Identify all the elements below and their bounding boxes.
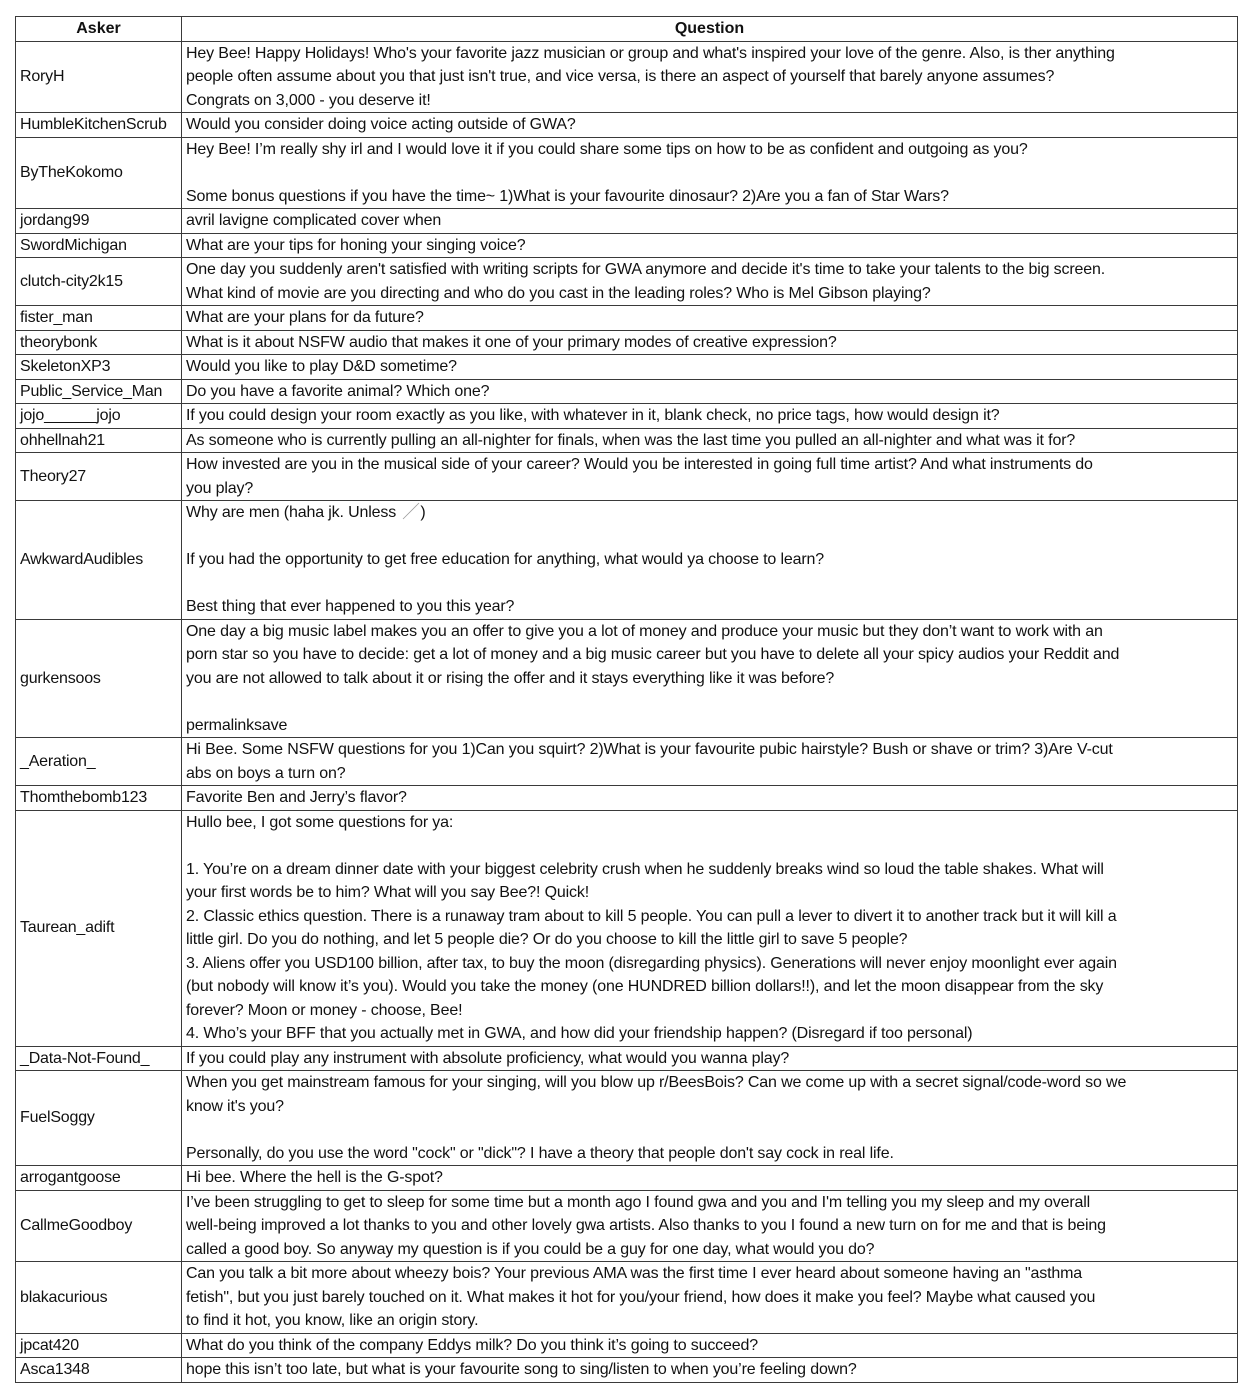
question-line: [186, 1071, 1233, 1095]
table-row: [16, 209, 1238, 234]
question-line: [186, 858, 1233, 882]
question-line: [186, 1191, 1233, 1215]
header-row: [16, 17, 1238, 42]
question-line: [186, 811, 1233, 835]
question-text-suffix: ): [420, 504, 426, 521]
question-text: to find it hot, you know, like an origin story.: [186, 1312, 479, 1329]
question-line: [186, 1022, 1233, 1046]
question-line: [186, 89, 1233, 113]
asker-cell: clutch-city2k15: [16, 258, 182, 306]
question-line: [186, 113, 1233, 137]
table-row: [16, 137, 1238, 209]
question-line: [186, 429, 1233, 453]
question-line: [186, 1358, 1233, 1382]
question-text: Hey Bee! Happy Holidays! Who's your favorite jazz musician or group and what's inspired your love of the genre. Also, is ther anything: [186, 44, 1115, 62]
asker-cell: AwkwardAudibles: [16, 501, 182, 620]
question-text: If you had the opportunity to get free education for anything, what would ya choose to learn?: [186, 551, 825, 568]
question-line: [186, 525, 1233, 549]
question-text: Some bonus questions if you have the time~ 1)What is your favourite dinosaur? 2)Are you a fan of Star Wars?: [186, 187, 949, 205]
question-cell: [182, 330, 1238, 355]
question-text: If you could design your room exactly as you like, with whatever in it, blank check, no price tags, how would design it?: [186, 407, 1000, 424]
question-line: [186, 1047, 1233, 1071]
question-text: little girl. Do you do nothing, and let 5 people die? Or do you choose to kill the little girl to save 5 people?: [186, 931, 908, 948]
question-text: avril lavigne complicated cover when: [186, 212, 442, 229]
table-row: [16, 355, 1238, 380]
question-line: [186, 643, 1233, 667]
question-cell: [182, 404, 1238, 429]
missing-emoji-icon: [400, 502, 420, 520]
question-text: (but nobody will know it’s you). Would you take the money (one HUNDRED billion dollars!!), and let the moon disappear from the sky: [186, 978, 1104, 995]
question-text: 4. Who’s your BFF that you actually met in GWA, and how did your friendship happen? (Disregard if too personal): [186, 1025, 973, 1042]
table-body: [16, 41, 1238, 1382]
question-line: [186, 762, 1233, 786]
question-line: [186, 1286, 1233, 1310]
question-text: you play?: [186, 479, 254, 497]
question-text: your first words be to him? What will you say Bee?! Quick!: [186, 884, 590, 901]
column-header-asker: Asker: [16, 17, 182, 42]
table-row: [16, 258, 1238, 306]
table-row: [16, 1358, 1238, 1383]
question-line: [186, 690, 1233, 714]
question-text: What are your plans for da future?: [186, 309, 424, 326]
question-text: well-being improved a lot thanks to you and other lovely gwa artists. Also thanks to you I found a new turn on for me and that is being: [186, 1217, 1106, 1234]
question-cell: [182, 1358, 1238, 1383]
asker-cell: ohhellnah21: [16, 428, 182, 453]
question-line: [186, 501, 1233, 525]
asker-cell: ByTheKokomo: [16, 137, 182, 209]
question-line: [186, 331, 1233, 355]
question-text: hope this isn’t too late, but what is your favourite song to sing/listen to when you’re feeling down?: [186, 1361, 857, 1378]
question-text: you are not allowed to talk about it or rising the offer and it stays everything like it was before?: [186, 669, 835, 687]
asker-cell: SkeletonXP3: [16, 355, 182, 380]
question-line: [186, 42, 1233, 66]
question-line: [186, 453, 1233, 477]
question-line: [186, 881, 1233, 905]
question-text: Why are men (haha jk. Unless: [186, 504, 401, 521]
question-cell: [182, 501, 1238, 620]
question-line: [186, 952, 1233, 976]
question-cell: [182, 113, 1238, 138]
table-row: [16, 404, 1238, 429]
question-text: How invested are you in the musical side of your career? Would you be interested in going full time artist? And what instruments do: [186, 456, 1093, 473]
asker-cell: fister_man: [16, 306, 182, 331]
table-row: [16, 428, 1238, 453]
table-row: [16, 1071, 1238, 1166]
asker-cell: jordang99: [16, 209, 182, 234]
asker-cell: jpcat420: [16, 1333, 182, 1358]
question-text: As someone who is currently pulling an all-nighter for finals, when was the last time you pulled an all-nighter and what was it for?: [186, 431, 1076, 449]
question-text: What do you think of the company Eddys milk? Do you think it’s going to succeed?: [186, 1336, 759, 1354]
question-line: [186, 1214, 1233, 1238]
question-line: [186, 185, 1233, 209]
question-cell: [182, 209, 1238, 234]
question-cell: [182, 786, 1238, 811]
question-text: Hi bee. Where the hell is the G-spot?: [186, 1169, 443, 1186]
question-line: [186, 234, 1233, 258]
question-line: [186, 1238, 1233, 1262]
question-line: [186, 620, 1233, 644]
asker-cell: gurkensoos: [16, 619, 182, 738]
question-cell: [182, 619, 1238, 738]
table-row: [16, 1262, 1238, 1334]
question-text: called a good boy. So anyway my question is if you could be a guy for one day, what would you do?: [186, 1240, 875, 1258]
question-line: [186, 161, 1233, 185]
question-line: [186, 1142, 1233, 1166]
asker-cell: Taurean_adift: [16, 810, 182, 1046]
table-row: [16, 330, 1238, 355]
question-line: [186, 999, 1233, 1023]
asker-cell: HumbleKitchenScrub: [16, 113, 182, 138]
question-text: permalinksave: [186, 716, 288, 734]
question-cell: [182, 379, 1238, 404]
question-line: [186, 834, 1233, 858]
question-text: I’ve been struggling to get to sleep for some time but a month ago I found gwa and you and I'm telling you my sleep and my overall: [186, 1193, 1091, 1211]
question-cell: [182, 1071, 1238, 1166]
question-line: [186, 572, 1233, 596]
asker-cell: SwordMichigan: [16, 233, 182, 258]
question-text: If you could play any instrument with absolute proficiency, what would you wanna play?: [186, 1049, 790, 1067]
question-line: [186, 1334, 1233, 1358]
question-text: Would you like to play D&D sometime?: [186, 358, 457, 375]
question-line: [186, 306, 1233, 330]
question-line: [186, 355, 1233, 379]
question-cell: [182, 355, 1238, 380]
table-row: [16, 1333, 1238, 1358]
question-line: [186, 380, 1233, 404]
question-cell: [182, 41, 1238, 113]
question-line: [186, 786, 1233, 810]
asker-cell: blakacurious: [16, 1262, 182, 1334]
question-text: 2. Classic ethics question. There is a runaway tram about to kill 5 people. You can pull a lever to divert it to another track but it will kill a: [186, 907, 1117, 925]
question-line: [186, 209, 1233, 233]
question-text: Best thing that ever happened to you this year?: [186, 598, 515, 615]
table-row: [16, 501, 1238, 620]
question-line: [186, 738, 1233, 762]
question-text: know it's you?: [186, 1097, 284, 1115]
question-line: [186, 595, 1233, 619]
question-text: What are your tips for honing your singing voice?: [186, 236, 526, 254]
question-line: [186, 714, 1233, 738]
asker-cell: Theory27: [16, 453, 182, 501]
question-cell: [182, 258, 1238, 306]
question-line: [186, 1166, 1233, 1190]
question-line: [186, 1309, 1233, 1333]
table-row: [16, 1190, 1238, 1262]
question-line: [186, 65, 1233, 89]
question-line: [186, 138, 1233, 162]
asker-cell: RoryH: [16, 41, 182, 113]
question-cell: [182, 306, 1238, 331]
question-text: Hi Bee. Some NSFW questions for you 1)Can you squirt? 2)What is your favourite pubic hairstyle? Bush or shave or trim? 3)Are V-cut: [186, 741, 1113, 758]
table-row: [16, 379, 1238, 404]
question-cell: [182, 453, 1238, 501]
question-cell: [182, 1333, 1238, 1358]
asker-cell: CallmeGoodboy: [16, 1190, 182, 1262]
question-text: Hey Bee! I’m really shy irl and I would love it if you could share some tips on how to be as confident and outgoing as you?: [186, 140, 1028, 158]
question-text: Congrats on 3,000 - you deserve it!: [186, 91, 431, 109]
table-row: [16, 810, 1238, 1046]
table-row: [16, 306, 1238, 331]
question-text: Favorite Ben and Jerry’s flavor?: [186, 789, 407, 806]
question-line: [186, 282, 1233, 306]
asker-cell: jojo______jojo: [16, 404, 182, 429]
question-text: What kind of movie are you directing and who do you cast in the leading roles? Who is Mel Gibson playing?: [186, 284, 931, 302]
question-line: [186, 1262, 1233, 1286]
column-header-question: Question: [182, 17, 1238, 42]
question-line: [186, 1118, 1233, 1142]
table-row: [16, 233, 1238, 258]
question-line: [186, 1095, 1233, 1119]
table-row: [16, 1166, 1238, 1191]
question-text: One day you suddenly aren't satisfied with writing scripts for GWA anymore and decide it's time to take your talents to the big screen.: [186, 261, 1106, 278]
question-cell: [182, 1190, 1238, 1262]
table-row: [16, 619, 1238, 738]
question-cell: [182, 1046, 1238, 1071]
asker-cell: _Aeration_: [16, 738, 182, 786]
question-text: 3. Aliens offer you USD100 billion, after tax, to buy the moon (disregarding physics). Generations will never enjoy moonlight ever again: [186, 954, 1117, 972]
question-line: [186, 548, 1233, 572]
question-cell: [182, 810, 1238, 1046]
asker-cell: theorybonk: [16, 330, 182, 355]
asker-cell: _Data-Not-Found_: [16, 1046, 182, 1071]
question-cell: [182, 738, 1238, 786]
question-text: One day a big music label makes you an offer to give you a lot of money and produce your music but they don’t want to work with an: [186, 622, 1103, 640]
question-line: [186, 975, 1233, 999]
question-cell: [182, 137, 1238, 209]
question-line: [186, 667, 1233, 691]
questions-table: [15, 16, 1238, 1383]
question-line: [186, 928, 1233, 952]
asker-cell: Public_Service_Man: [16, 379, 182, 404]
question-line: [186, 905, 1233, 929]
question-cell: [182, 233, 1238, 258]
question-text: fetish", but you just barely touched on it. What makes it hot for you/your friend, how does it make you feel? Maybe what caused you: [186, 1288, 1096, 1306]
question-text: When you get mainstream famous for your singing, will you blow up r/BeesBois? Can we come up with a secret signal/code-word so we: [186, 1074, 1127, 1091]
question-text: forever? Moon or money - choose, Bee!: [186, 1001, 463, 1019]
question-text: abs on boys a turn on?: [186, 764, 346, 782]
question-text: porn star so you have to decide: get a lot of money and a big music career but you have to delete all your spicy audios your Reddit and: [186, 646, 1120, 663]
question-text: Hullo bee, I got some questions for ya:: [186, 813, 454, 831]
question-cell: [182, 1166, 1238, 1191]
question-text: 1. You’re on a dream dinner date with your biggest celebrity crush when he suddenly breaks wind so loud the table shakes. What will: [186, 860, 1104, 878]
asker-cell: arrogantgoose: [16, 1166, 182, 1191]
table-row: [16, 113, 1238, 138]
question-text: Do you have a favorite animal? Which one?: [186, 382, 490, 400]
asker-cell: Thomthebomb123: [16, 786, 182, 811]
question-text: people often assume about you that just isn't true, and vice versa, is there an aspect of yourself that barely anyone assumes?: [186, 68, 1055, 85]
question-text: Personally, do you use the word "cock" or "dick"? I have a theory that people don't say cock in real life.: [186, 1144, 894, 1162]
table-row: [16, 41, 1238, 113]
question-line: [186, 477, 1233, 501]
asker-cell: FuelSoggy: [16, 1071, 182, 1166]
question-text: What is it about NSFW audio that makes it one of your primary modes of creative expression?: [186, 333, 837, 351]
question-cell: [182, 1262, 1238, 1334]
table-row: [16, 738, 1238, 786]
question-line: [186, 258, 1233, 282]
asker-cell: Asca1348: [16, 1358, 182, 1383]
table-row: [16, 1046, 1238, 1071]
table-row: [16, 453, 1238, 501]
question-line: [186, 404, 1233, 428]
question-text: Would you consider doing voice acting outside of GWA?: [186, 116, 576, 133]
table-row: [16, 786, 1238, 811]
question-text: Can you talk a bit more about wheezy bois? Your previous AMA was the first time I ever heard about someone having an "asthma: [186, 1265, 1083, 1282]
question-cell: [182, 428, 1238, 453]
